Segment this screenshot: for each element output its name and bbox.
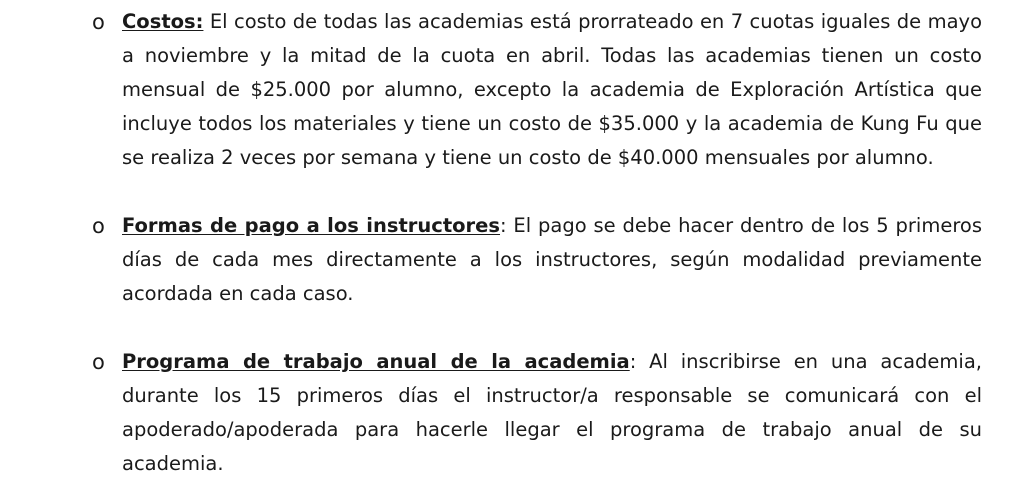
list-item-paragraph (122, 209, 982, 311)
list-item-text: : El pago se debe hacer dentro de los 5 primeros días de cada mes directamente a los instructores, según modalidad previamente acordada en cada caso. (122, 214, 982, 305)
list-item-paragraph (122, 345, 982, 481)
list-item-term: Programa de trabajo anual de la academia (122, 350, 630, 373)
bullet-marker: o (92, 214, 105, 238)
list-item-text: : Al inscribirse en una academia, durante los 15 primeros días el instructor/a responsable se comunicará con el apoderado/apoderada para hacerle llegar el programa de trabajo anual de su academia. (122, 350, 982, 475)
bullet-marker: o (92, 350, 105, 374)
bullet-marker: o (92, 10, 105, 34)
list-item-paragraph (122, 5, 982, 175)
list-item-term: Costos: (122, 10, 204, 33)
list-item-text: El costo de todas las academias está prorrateado en 7 cuotas iguales de mayo a noviembre y la mitad de la cuota en abril. Todas las academias tienen un costo mensual de $25.000 por alumno, excepto la academia de Exploración Artística que incluye todos los materiales y tiene un costo de $35.000 y la academia de Kung Fu que se realiza 2 veces por semana y tiene un costo de $40.000 mensuales por alumno. (122, 10, 982, 169)
list-item-term: Formas de pago a los instructores (122, 214, 501, 237)
